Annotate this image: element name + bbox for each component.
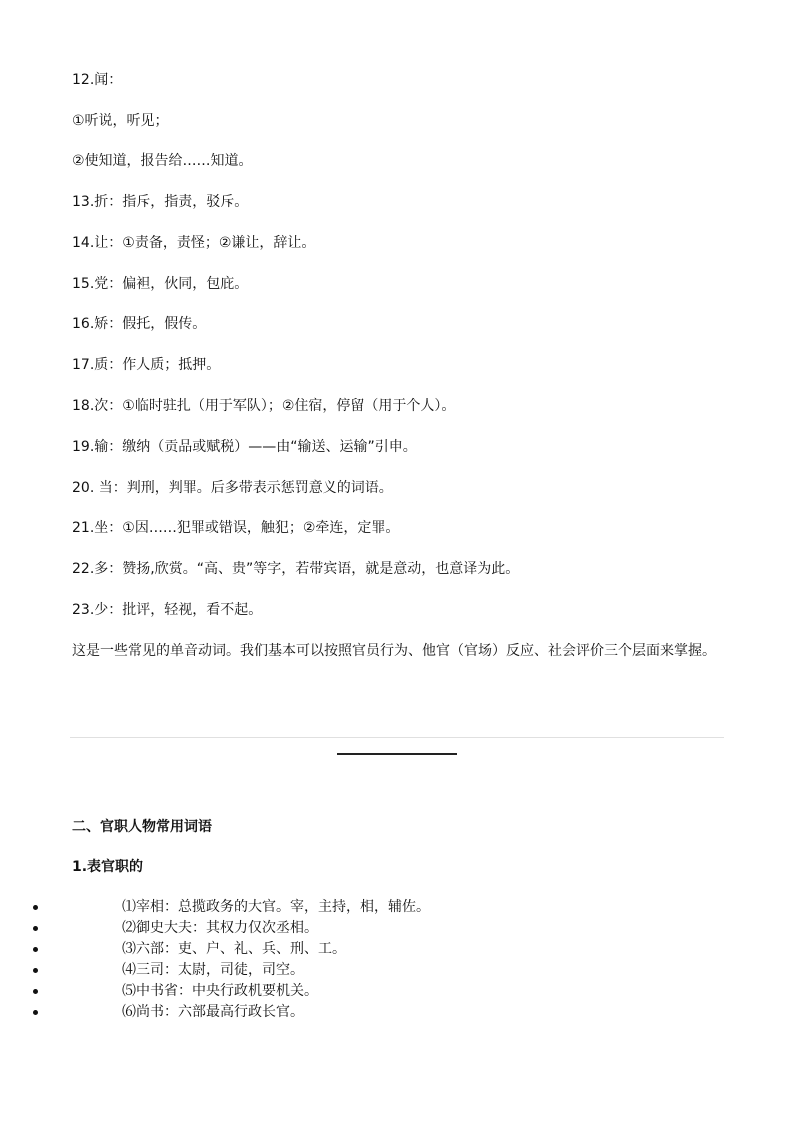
summary-paragraph: 这是一些常见的单音动词。我们基本可以按照官员行为、他官（官场）反应、社会评价三个层面来掌握。 — [72, 643, 716, 659]
entry-16: 16.矫：假托，假传。 — [72, 316, 207, 332]
entry-12-sense-1: ①听说，听见； — [72, 113, 169, 129]
list-item: ⑹尚书：六部最高行政长官。 — [0, 1002, 430, 1023]
entry-21: 21.坐：①因……犯罪或错误，触犯；②牵连，定罪。 — [72, 520, 400, 536]
bullet-icon — [33, 926, 38, 931]
bullet-icon — [33, 989, 38, 994]
list-item: ⑶六部：吏、户、礼、兵、刑、工。 — [0, 939, 430, 960]
entry-22: 22.多：赞扬,欣赏。“高、贵”等字，若带宾语，就是意动，也意译为此。 — [72, 561, 520, 577]
entry-12-sense-2: ②使知道，报告给……知道。 — [72, 153, 253, 169]
entry-18: 18.次：①临时驻扎（用于军队）；②住宿，停留（用于个人）。 — [72, 398, 456, 414]
section-title: 二、官职人物常用词语 — [72, 819, 212, 835]
list-item: ⑷三司：太尉，司徒，司空。 — [0, 960, 430, 981]
entry-13: 13.折：指斥，指责，驳斥。 — [72, 194, 249, 210]
bullet-icon — [33, 1010, 38, 1015]
list-item: ⑸中书省：中央行政机要机关。 — [0, 981, 430, 1002]
list-item: ⑴宰相：总揽政务的大官。宰，主持，相，辅佐。 — [0, 897, 430, 918]
entry-23: 23.少：批评，轻视，看不起。 — [72, 602, 263, 618]
official-titles-list — [0, 897, 430, 1023]
entry-15: 15.党：偏袒，伙同，包庇。 — [72, 276, 249, 292]
subsection-title: 1.表官职的 — [72, 859, 144, 875]
entry-20: 20. 当：判刑，判罪。后多带表示惩罚意义的词语。 — [72, 480, 393, 496]
entry-12-title: 12.闻： — [72, 72, 123, 88]
bullet-icon — [33, 968, 38, 973]
bullet-icon — [33, 905, 38, 910]
section-divider — [70, 737, 724, 738]
entry-14: 14.让：①责备，责怪；②谦让，辞让。 — [72, 235, 316, 251]
entry-17: 17.质：作人质；抵押。 — [72, 357, 221, 373]
bullet-icon — [33, 947, 38, 952]
section-divider-accent — [337, 753, 457, 755]
list-item: ⑵御史大夫：其权力仅次丞相。 — [0, 918, 430, 939]
entry-19: 19.输：缴纳（贡品或赋税）——由“输送、运输”引申。 — [72, 439, 417, 455]
